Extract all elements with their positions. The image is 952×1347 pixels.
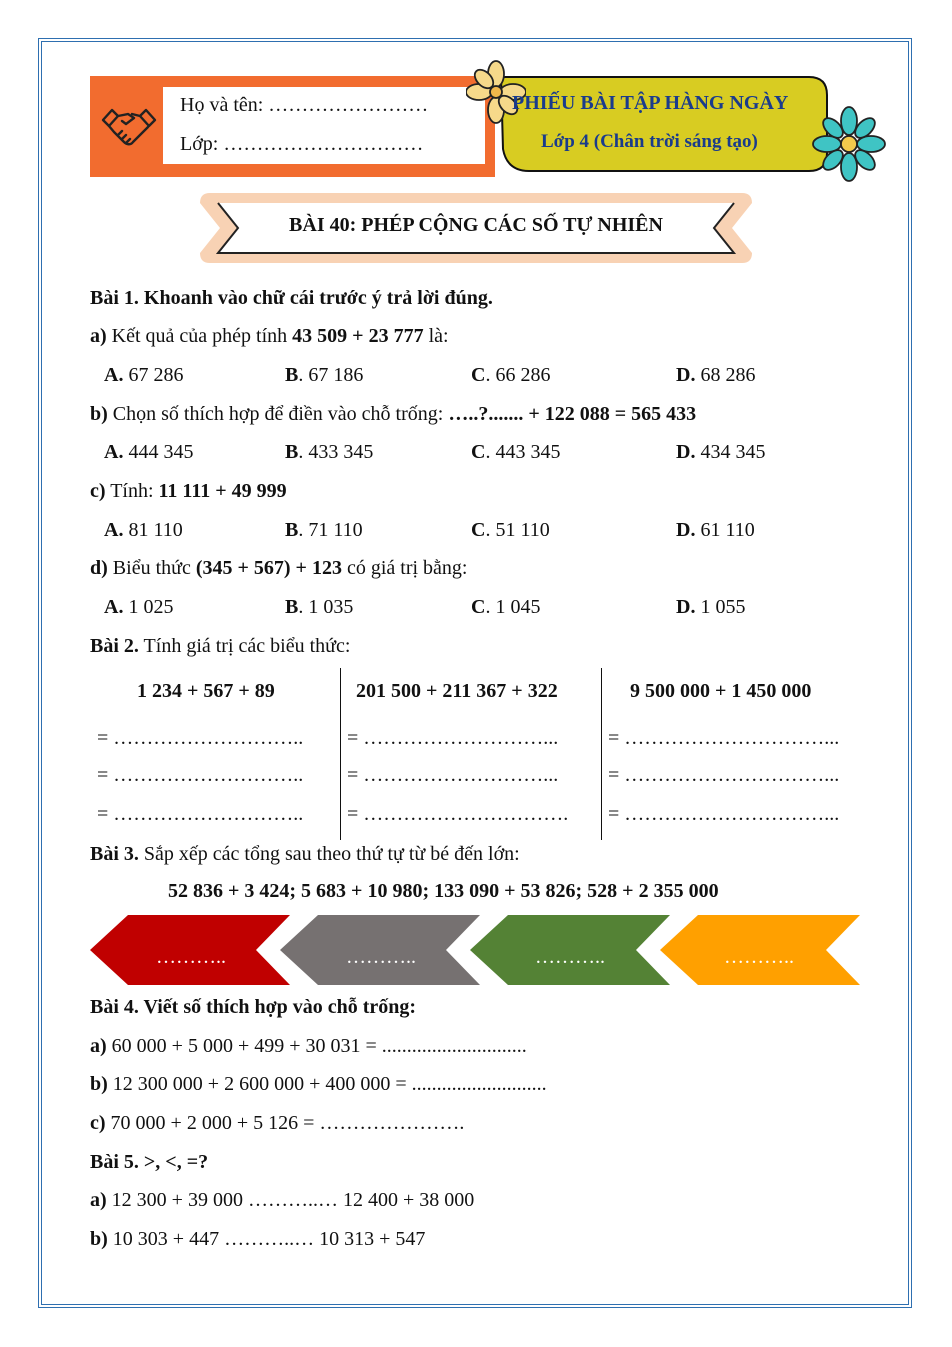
option-d[interactable]: D. 61 110 — [676, 519, 755, 541]
bai2-expression-1: 1 234 + 567 + 89 — [137, 680, 275, 702]
question-label: a) — [90, 325, 107, 347]
option-c[interactable]: C. 1 045 — [471, 596, 541, 618]
bai5-question-a[interactable]: a) 12 300 + 39 000 ………..… 12 400 + 38 000 — [90, 1189, 475, 1211]
option-b[interactable]: B. 433 345 — [285, 441, 374, 463]
option-a[interactable]: A. 1 025 — [104, 596, 174, 618]
question-text: Kết quả của phép tính — [111, 325, 288, 347]
option-b[interactable]: B. 67 186 — [285, 364, 364, 386]
question-tail: là: — [428, 325, 449, 347]
handshake-icon — [100, 98, 158, 156]
bai5-question-b[interactable]: b) 10 303 + 447 ………..… 10 313 + 547 — [90, 1228, 426, 1250]
answer-blank[interactable]: = ……………………….. — [97, 803, 304, 825]
column-divider — [340, 668, 341, 840]
option-a[interactable]: A. 444 345 — [104, 441, 194, 463]
answer-blank[interactable]: = ……………………….. — [97, 727, 304, 749]
bai1-question-d: d) Biểu thức (345 + 567) + 123 có giá trị bằng: — [90, 557, 468, 579]
answer-blank[interactable]: = ………………………... — [347, 764, 559, 786]
answer-blank[interactable]: = …………………………... — [608, 803, 840, 825]
option-c[interactable]: C. 51 110 — [471, 519, 550, 541]
worksheet-subtitle: Lớp 4 (Chân trời sáng tạo) — [541, 131, 758, 152]
arrow-blank-2[interactable]: ……….. — [346, 946, 416, 968]
option-a[interactable]: A. 81 110 — [104, 519, 183, 541]
title-badge — [497, 73, 837, 175]
student-name-field[interactable]: Họ và tên: …………………… — [180, 94, 429, 116]
bai1-question-a — [90, 324, 449, 348]
bai4-heading: Bài 4. Viết số thích hợp vào chỗ trống: — [90, 996, 417, 1018]
answer-blank[interactable]: = …………………………. — [347, 803, 569, 825]
option-c[interactable]: C. 66 286 — [471, 364, 551, 386]
option-d[interactable]: D. 434 345 — [676, 441, 766, 463]
bai2-expression-2: 201 500 + 211 367 + 322 — [356, 680, 558, 702]
answer-blank[interactable]: = ……………………….. — [97, 764, 304, 786]
arrow-blank-1[interactable]: ……….. — [156, 946, 226, 968]
bai3-sums: 52 836 + 3 424; 5 683 + 10 980; 133 090 + 53 826; 528 + 2 355 000 — [168, 880, 719, 902]
lesson-title: BÀI 40: PHÉP CỘNG CÁC SỐ TỰ NHIÊN — [289, 214, 663, 236]
option-a[interactable]: A. 67 286 — [104, 364, 184, 386]
bai4-question-c[interactable]: c) 70 000 + 2 000 + 5 126 = …………………. — [90, 1112, 465, 1134]
bai4-question-b[interactable]: b) 12 300 000 + 2 600 000 + 400 000 = ........................... — [90, 1073, 547, 1095]
option-d[interactable]: D. 68 286 — [676, 364, 756, 386]
bai1-question-c: c) Tính: 11 111 + 49 999 — [90, 480, 287, 502]
answer-blank[interactable]: = …………………………... — [608, 727, 840, 749]
arrow-blank-4[interactable]: ……….. — [724, 946, 794, 968]
answer-blank[interactable]: = ………………………... — [347, 727, 559, 749]
bai5-heading: Bài 5. >, <, =? — [90, 1151, 209, 1173]
question-expression: 43 509 + 23 777 — [292, 325, 424, 347]
worksheet-title: PHIẾU BÀI TẬP HÀNG NGÀY — [512, 92, 789, 114]
student-class-field[interactable]: Lớp: ………………………… — [180, 133, 424, 155]
option-c[interactable]: C. 443 345 — [471, 441, 561, 463]
answer-blank[interactable]: = …………………………... — [608, 764, 840, 786]
bai1-heading: Bài 1. Khoanh vào chữ cái trước ý trả lời đúng. — [90, 287, 493, 309]
option-b[interactable]: B. 71 110 — [285, 519, 363, 541]
bai2-heading: Bài 2. Tính giá trị các biểu thức: — [90, 635, 351, 657]
bai2-expression-3: 9 500 000 + 1 450 000 — [630, 680, 812, 702]
option-d[interactable]: D. 1 055 — [676, 596, 746, 618]
option-b[interactable]: B. 1 035 — [285, 596, 354, 618]
arrow-blank-3[interactable]: ……….. — [535, 946, 605, 968]
column-divider — [601, 668, 602, 840]
flower-icon — [812, 106, 886, 182]
bai4-question-a[interactable]: a) 60 000 + 5 000 + 499 + 30 031 = ............................. — [90, 1035, 527, 1057]
bai3-heading: Bài 3. Sắp xếp các tổng sau theo thứ tự từ bé đến lớn: — [90, 843, 520, 865]
bai1-question-b: b) Chọn số thích hợp để điền vào chỗ trống: …..?....... + 122 088 = 565 433 — [90, 403, 697, 425]
